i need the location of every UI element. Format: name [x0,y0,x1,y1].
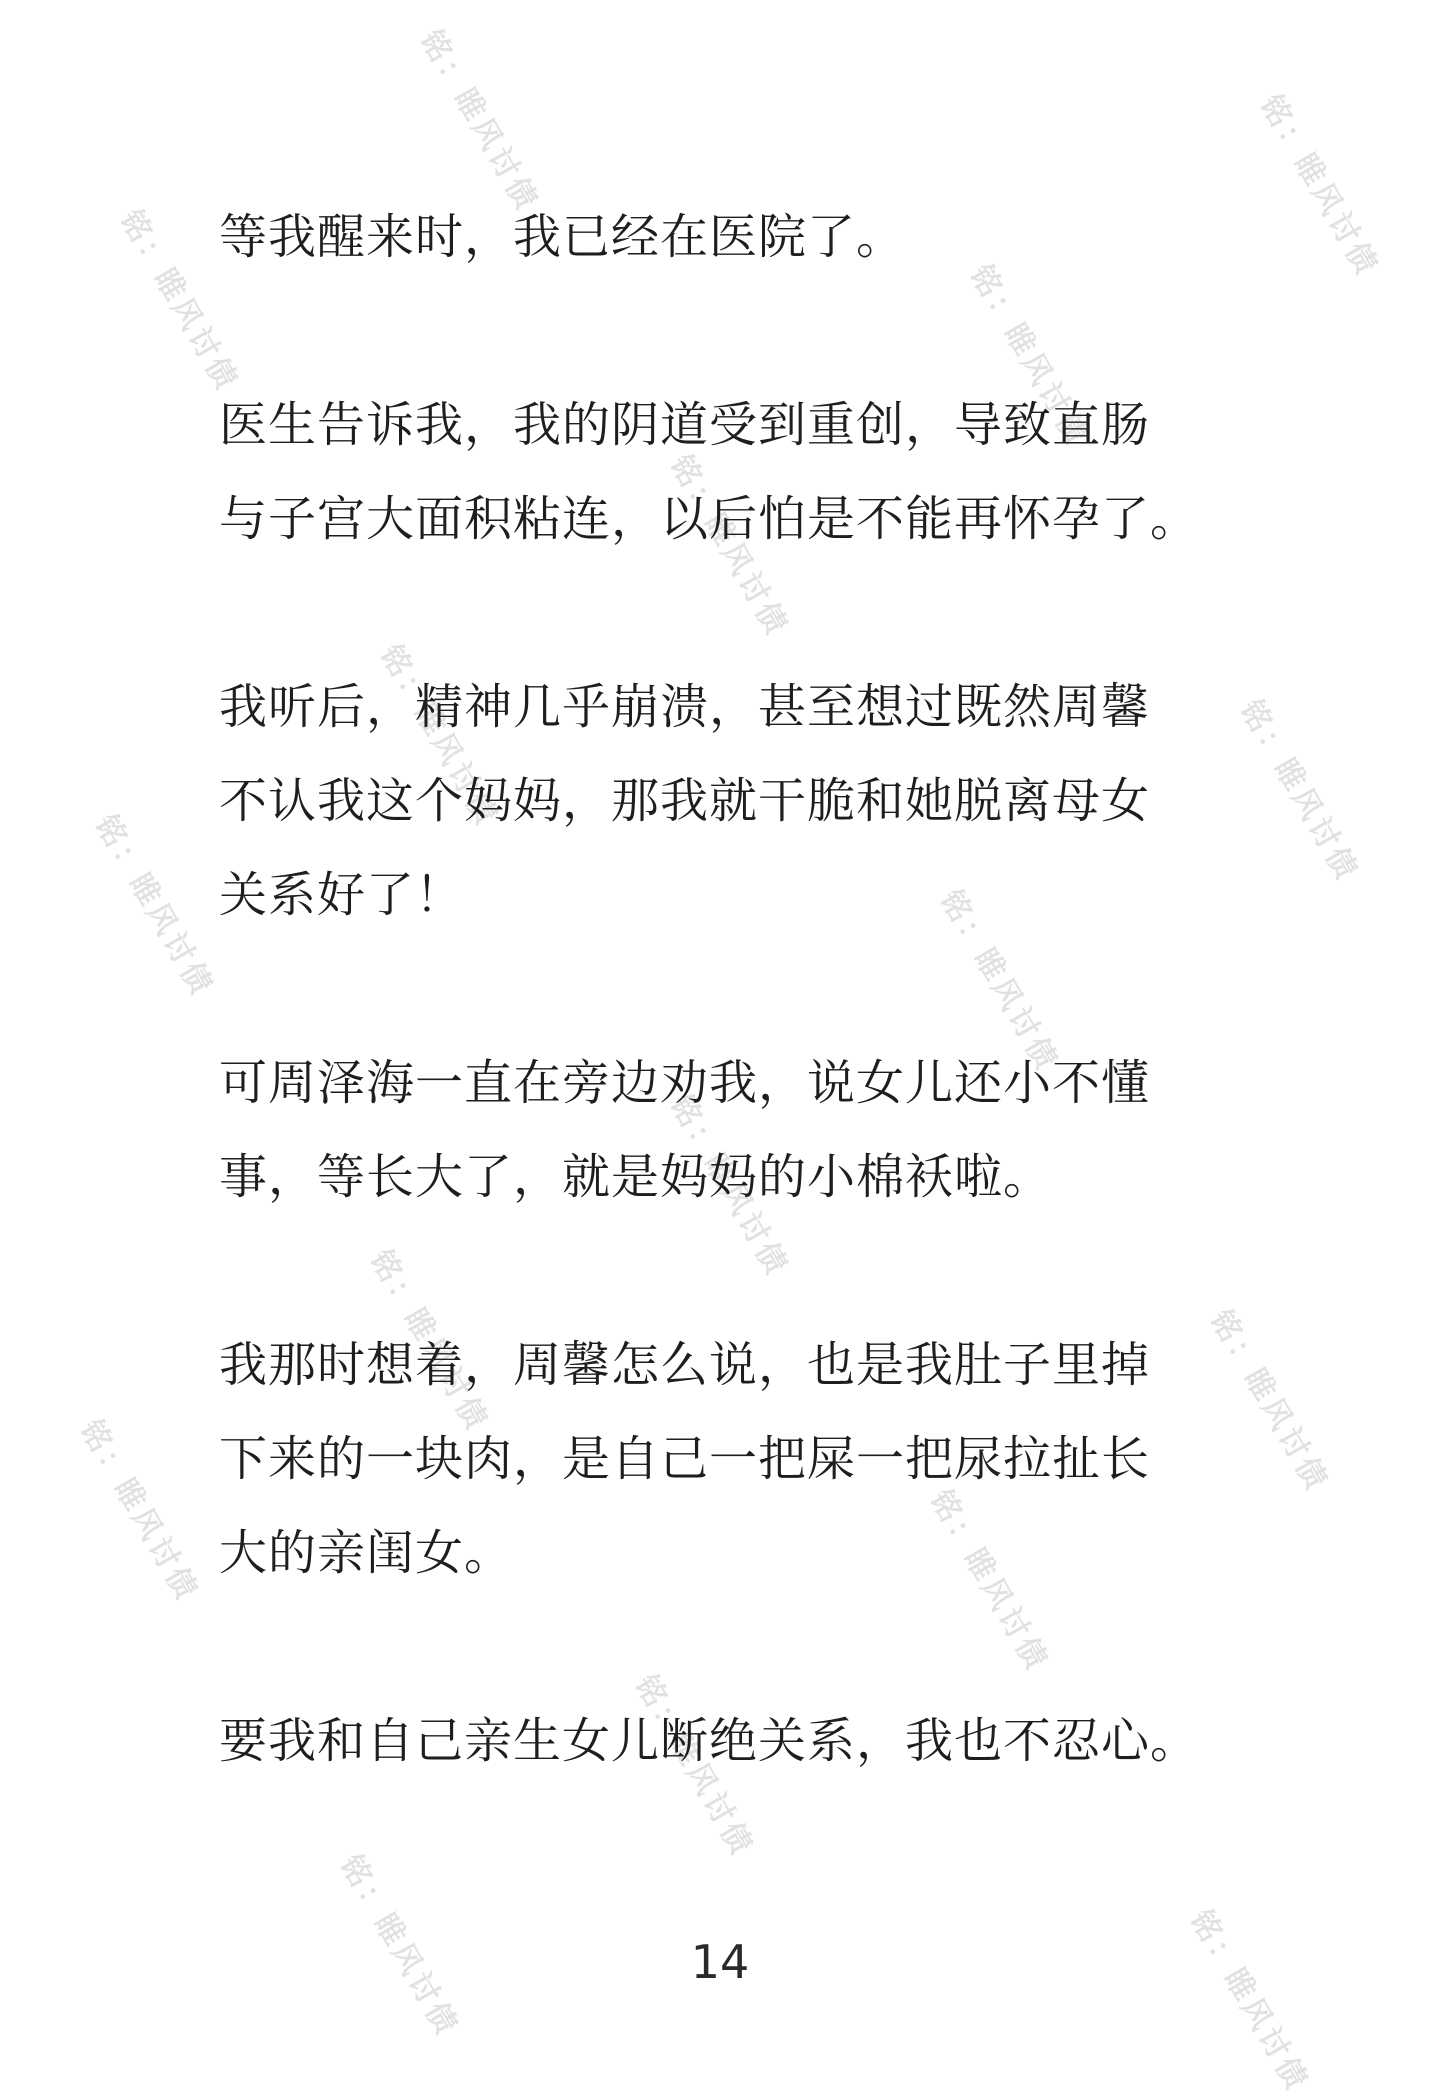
paragraph [219,1318,1239,1600]
paragraph [219,190,1239,284]
text-line: 可周泽海一直在旁边劝我，说女儿还小不懂 [219,1055,1151,1111]
watermark: 铭：睢风讨债 [87,809,221,1004]
text-line: 事，等长大了，就是妈妈的小棉袄啦。 [219,1149,1053,1205]
text-line: 要我和自己亲生女儿断绝关系，我也不忍心。 [219,1713,1200,1769]
watermark: 铭：睢风讨债 [922,1484,1056,1679]
watermark: 铭：睢风讨债 [362,1244,496,1439]
watermark: 铭：睢风讨债 [72,1414,206,1609]
text-line: 等我醒来时，我已经在医院了。 [219,209,906,265]
watermark: 铭：睢风讨债 [412,24,546,219]
watermark: 铭：睢风讨债 [1232,694,1366,889]
paragraph [219,378,1239,566]
watermark: 铭：睢风讨债 [662,1089,796,1284]
text-line: 医生告诉我，我的阴道受到重创，导致直肠 [219,397,1151,453]
paragraph [219,1694,1239,1788]
watermark: 铭：睢风讨债 [332,1849,466,2044]
watermark: 铭：睢风讨债 [112,204,246,399]
watermark: 铭：睢风讨债 [962,259,1096,454]
watermark: 铭：睢风讨债 [627,1669,761,1864]
page-number: 14 [690,1935,750,1989]
text-line: 大的亲闺女。 [219,1525,514,1581]
text-line: 与子宫大面积粘连，以后怕是不能再怀孕了。 [219,491,1200,547]
story-text [219,190,1239,1882]
text-line: 我那时想着，周馨怎么说，也是我肚子里掉 [219,1337,1151,1393]
text-line: 我听后，精神几乎崩溃，甚至想过既然周馨 [219,679,1151,735]
watermark: 铭：睢风讨债 [932,884,1066,1079]
watermark: 铭：睢风讨债 [662,449,796,644]
watermark: 铭：睢风讨债 [1252,89,1386,284]
text-line: 不认我这个妈妈，那我就干脆和她脱离母女 [219,773,1151,829]
paragraph [219,1036,1239,1224]
text-line: 下来的一块肉，是自己一把屎一把尿拉扯长 [219,1431,1151,1487]
text-line: 关系好了！ [219,867,465,923]
watermark: 铭：睢风讨债 [1182,1904,1316,2099]
watermark: 铭：睢风讨债 [372,639,506,834]
paragraph [219,660,1239,942]
watermark: 铭：睢风讨债 [1202,1304,1336,1499]
